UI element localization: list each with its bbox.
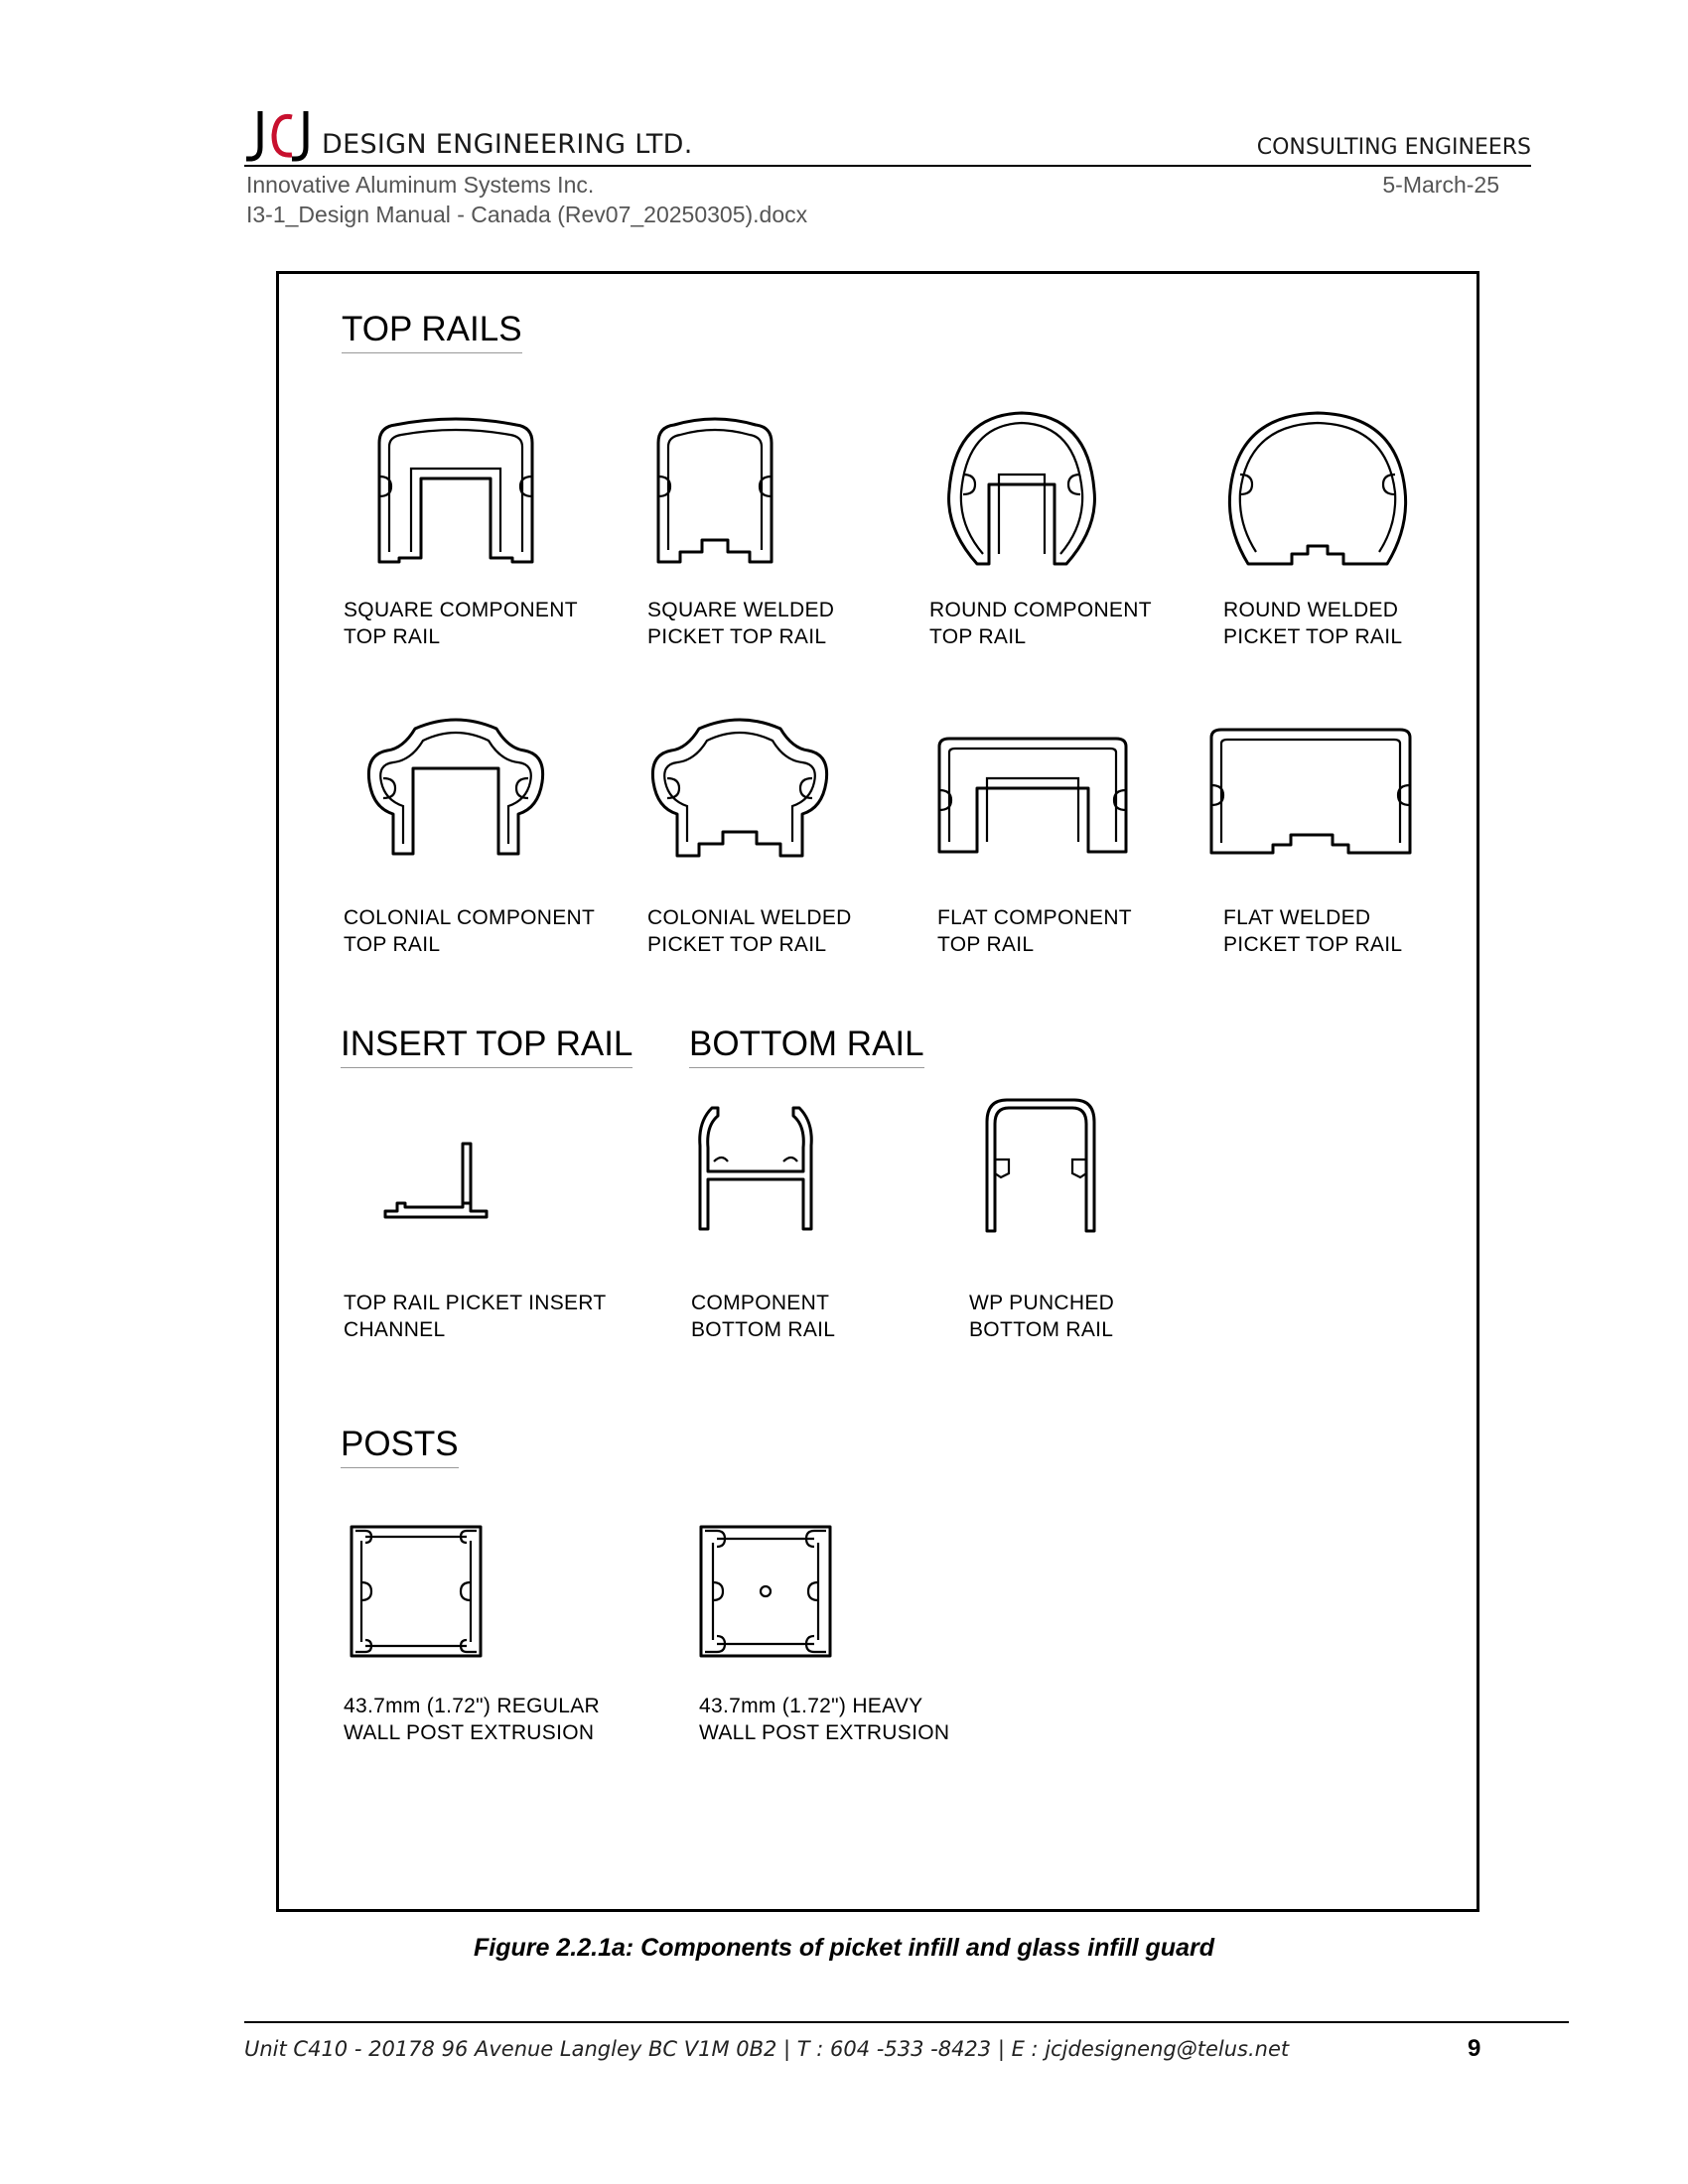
round-component-top-rail-profile <box>943 409 1100 570</box>
document-filename: I3-1_Design Manual - Canada (Rev07_20250305).docx <box>246 202 808 227</box>
section-title-insert-top-rail: INSERT TOP RAIL <box>341 1026 633 1068</box>
company-name: DESIGN ENGINEERING LTD. <box>322 129 693 160</box>
label-square-welded-picket-top-rail: SQUARE WELDED PICKET TOP RAIL <box>647 599 835 648</box>
section-title-top-rails: TOP RAILS <box>342 312 522 353</box>
client-name: Innovative Aluminum Systems Inc. <box>246 172 595 198</box>
colonial-welded-top-rail-profile <box>647 711 832 862</box>
component-bottom-rail-profile <box>692 1102 819 1233</box>
square-component-top-rail-profile <box>373 413 538 568</box>
square-welded-top-rail-profile <box>652 413 777 568</box>
header-divider <box>244 165 1531 167</box>
footer-contact: Unit C410 - 20178 96 Avenue Langley BC V1M 0B2 | T : 604 -533 -8423 | E : jcjdesigneng@telus.net <box>244 2037 1290 2061</box>
heavy-wall-post-profile <box>697 1523 834 1660</box>
page-number: 9 <box>1468 2035 1481 2062</box>
top-rail-picket-insert-channel-profile <box>383 1142 494 1221</box>
section-title-posts: POSTS <box>341 1427 459 1468</box>
colonial-component-top-rail-profile <box>363 711 548 860</box>
flat-welded-top-rail-profile <box>1207 726 1414 861</box>
flat-component-top-rail-profile <box>935 735 1130 862</box>
label-component-bottom-rail: COMPONENT BOTTOM RAIL <box>691 1292 836 1341</box>
label-wp-punched-bottom-rail: WP PUNCHED BOTTOM RAIL <box>969 1292 1115 1341</box>
footer-divider <box>244 2021 1569 2023</box>
label-flat-welded-picket-top-rail: FLAT WELDED PICKET TOP RAIL <box>1223 906 1403 956</box>
round-welded-top-rail-profile <box>1224 409 1411 570</box>
label-colonial-welded-picket-top-rail: COLONIAL WELDED PICKET TOP RAIL <box>647 906 852 956</box>
label-flat-component-top-rail: FLAT COMPONENT TOP RAIL <box>937 906 1132 956</box>
label-regular-wall-post-extrusion: 43.7mm (1.72") REGULAR WALL POST EXTRUSION <box>344 1695 600 1744</box>
label-square-component-top-rail: SQUARE COMPONENT TOP RAIL <box>344 599 578 648</box>
wp-punched-bottom-rail-profile <box>977 1096 1104 1235</box>
regular-wall-post-profile <box>348 1523 485 1660</box>
label-colonial-component-top-rail: COLONIAL COMPONENT TOP RAIL <box>344 906 596 956</box>
label-heavy-wall-post-extrusion: 43.7mm (1.72") HEAVY WALL POST EXTRUSION <box>699 1695 950 1744</box>
label-round-welded-picket-top-rail: ROUND WELDED PICKET TOP RAIL <box>1223 599 1403 648</box>
document-date: 5-March-25 <box>1382 172 1499 198</box>
label-top-rail-picket-insert-channel: TOP RAIL PICKET INSERT CHANNEL <box>344 1292 607 1341</box>
label-round-component-top-rail: ROUND COMPONENT TOP RAIL <box>929 599 1152 648</box>
company-tagline: CONSULTING ENGINEERS <box>1256 135 1531 160</box>
jcj-logo <box>244 107 322 165</box>
section-title-bottom-rail: BOTTOM RAIL <box>689 1026 924 1068</box>
figure-caption: Figure 2.2.1a: Components of picket infill and glass infill guard <box>474 1934 1214 1962</box>
